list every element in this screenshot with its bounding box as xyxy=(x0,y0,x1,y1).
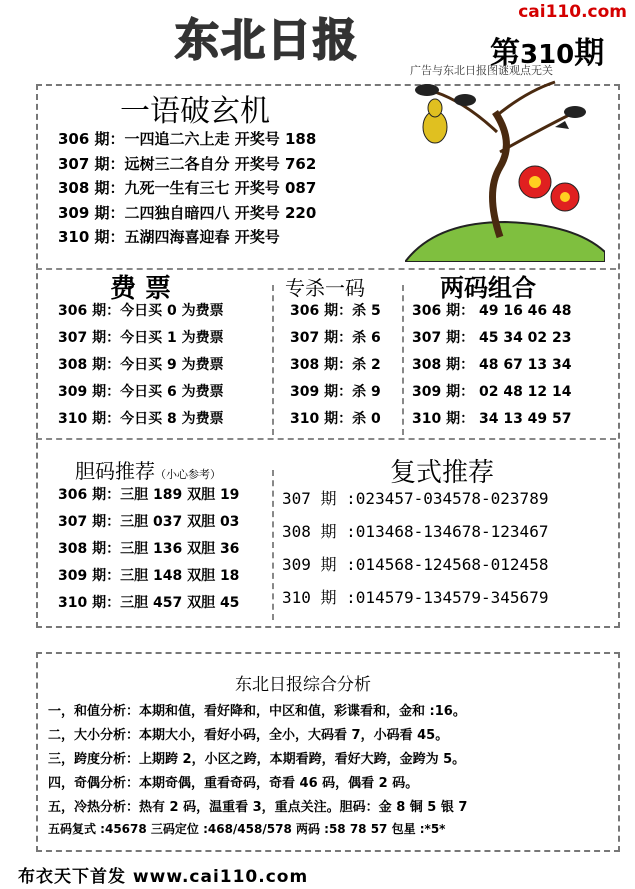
free-ticket-line: 310 期：今日买 8 为费票 xyxy=(58,411,224,427)
issue-suffix: 期 xyxy=(574,36,605,71)
divider-vertical xyxy=(272,470,274,620)
analysis-line: 二，大小分析：本期大小，看好小码，全小，大码看 7，小码看 45。 xyxy=(48,728,449,743)
gall-list xyxy=(58,484,239,619)
tree-illustration xyxy=(405,72,605,262)
kill-one-list xyxy=(290,300,381,435)
divider-vertical xyxy=(402,285,404,435)
leaf-shape xyxy=(454,94,476,106)
two-code-list xyxy=(412,300,572,435)
riddle-list xyxy=(58,128,316,251)
site-url: cai110.com xyxy=(518,2,627,22)
riddle-line: 309 期：二四独自暗四八 开奖号 220 xyxy=(58,203,317,222)
compound-line: 310 期 :014579-134579-345679 xyxy=(282,588,549,607)
kill-one-line: 306 期：杀 5 xyxy=(290,303,381,319)
issue-prefix: 第 xyxy=(490,36,520,71)
section-divider xyxy=(36,438,616,440)
gall-line: 307 期：三胆 037 双胆 03 xyxy=(58,514,240,530)
gall-line: 310 期：三胆 457 双胆 45 xyxy=(58,595,240,611)
gall-line: 306 期：三胆 189 双胆 19 xyxy=(58,487,240,503)
compound-line: 309 期 :014568-124568-012458 xyxy=(282,555,549,574)
kill-one-line: 308 期：杀 2 xyxy=(290,357,381,373)
flower-center-shape xyxy=(529,176,541,188)
analysis-list xyxy=(48,700,467,844)
riddle-line: 310 期：五湖四海喜迎春 开奖号 xyxy=(58,228,280,246)
riddle-title: 一语破玄机 xyxy=(120,94,270,129)
two-code-line: 306 期： 49 16 46 48 xyxy=(412,303,572,319)
free-ticket-line: 308 期：今日买 9 为费票 xyxy=(58,357,224,373)
compound-line: 308 期 :013468-134678-123467 xyxy=(282,522,549,541)
kill-one-title: 专杀一码 xyxy=(285,276,365,300)
disclaimer: 广告与东北日报图谜观点无关 xyxy=(410,64,553,77)
riddle-line: 306 期：一四追二六上走 开奖号 188 xyxy=(58,130,317,148)
analysis-line: 五码复式 :45678 三码定位 :468/458/578 两码 :58 78 57 包星 :*5* xyxy=(48,822,446,836)
free-ticket-line: 309 期：今日买 6 为费票 xyxy=(58,384,224,400)
two-code-line: 310 期： 34 13 49 57 xyxy=(412,411,572,427)
issue-number: 310 xyxy=(520,40,575,70)
analysis-line: 五，冷热分析：热有 2 码，温重看 3，重点关注。胆码：金 8 铜 5 银 7 xyxy=(48,800,468,815)
kill-one-line: 310 期：杀 0 xyxy=(290,411,381,427)
leaf-shape xyxy=(564,106,586,118)
flower-center-shape xyxy=(560,192,570,202)
gall-line: 308 期：三胆 136 双胆 36 xyxy=(58,541,240,557)
riddle-line: 308 期：九死一生有三七 开奖号 087 xyxy=(58,179,317,197)
free-ticket-line: 307 期：今日买 1 为费票 xyxy=(58,330,224,346)
gall-line: 309 期：三胆 148 双胆 18 xyxy=(58,568,240,584)
analysis-title: 东北日报综合分析 xyxy=(235,675,371,695)
analysis-line: 四，奇偶分析：本期奇偶，重看奇码，奇看 46 码，偶看 2 码。 xyxy=(48,776,419,791)
free-ticket-list xyxy=(58,300,224,435)
free-ticket-line: 306 期：今日买 0 为费票 xyxy=(58,303,224,319)
compound-line: 307 期 :023457-034578-023789 xyxy=(282,489,549,508)
masthead-title: 东北日报 xyxy=(175,15,359,66)
two-code-title: 两码组合 xyxy=(440,273,536,302)
two-code-line: 309 期： 02 48 12 14 xyxy=(412,384,572,400)
two-code-line: 307 期： 45 34 02 23 xyxy=(412,330,572,346)
free-ticket-title: 费 票 xyxy=(110,274,172,304)
gall-title-text: 胆码推荐 xyxy=(75,459,155,483)
gourd-shape xyxy=(428,99,442,117)
divider-vertical xyxy=(272,285,274,435)
kill-one-line: 307 期：杀 6 xyxy=(290,330,381,346)
riddle-line: 307 期：远树三二各自分 开奖号 762 xyxy=(58,154,317,173)
gall-title xyxy=(75,455,221,484)
hill-shape xyxy=(405,222,605,262)
gall-note: （小心参考） xyxy=(155,468,221,481)
two-code-line: 308 期： 48 67 13 34 xyxy=(412,357,572,373)
compound-list xyxy=(282,486,548,618)
leaf-shape xyxy=(415,84,439,96)
analysis-line: 一，和值分析：本期和值，看好降和，中区和值，彩谍看和，金和 :16。 xyxy=(48,704,466,719)
footer-text: 布衣天下首发 www.cai110.com xyxy=(18,867,309,887)
kill-one-line: 309 期：杀 9 xyxy=(290,384,381,400)
analysis-line: 三，跨度分析：上期跨 2，小区之跨，本期看跨，看好大跨，金跨为 5。 xyxy=(48,752,466,767)
compound-title: 复式推荐 xyxy=(390,458,495,488)
